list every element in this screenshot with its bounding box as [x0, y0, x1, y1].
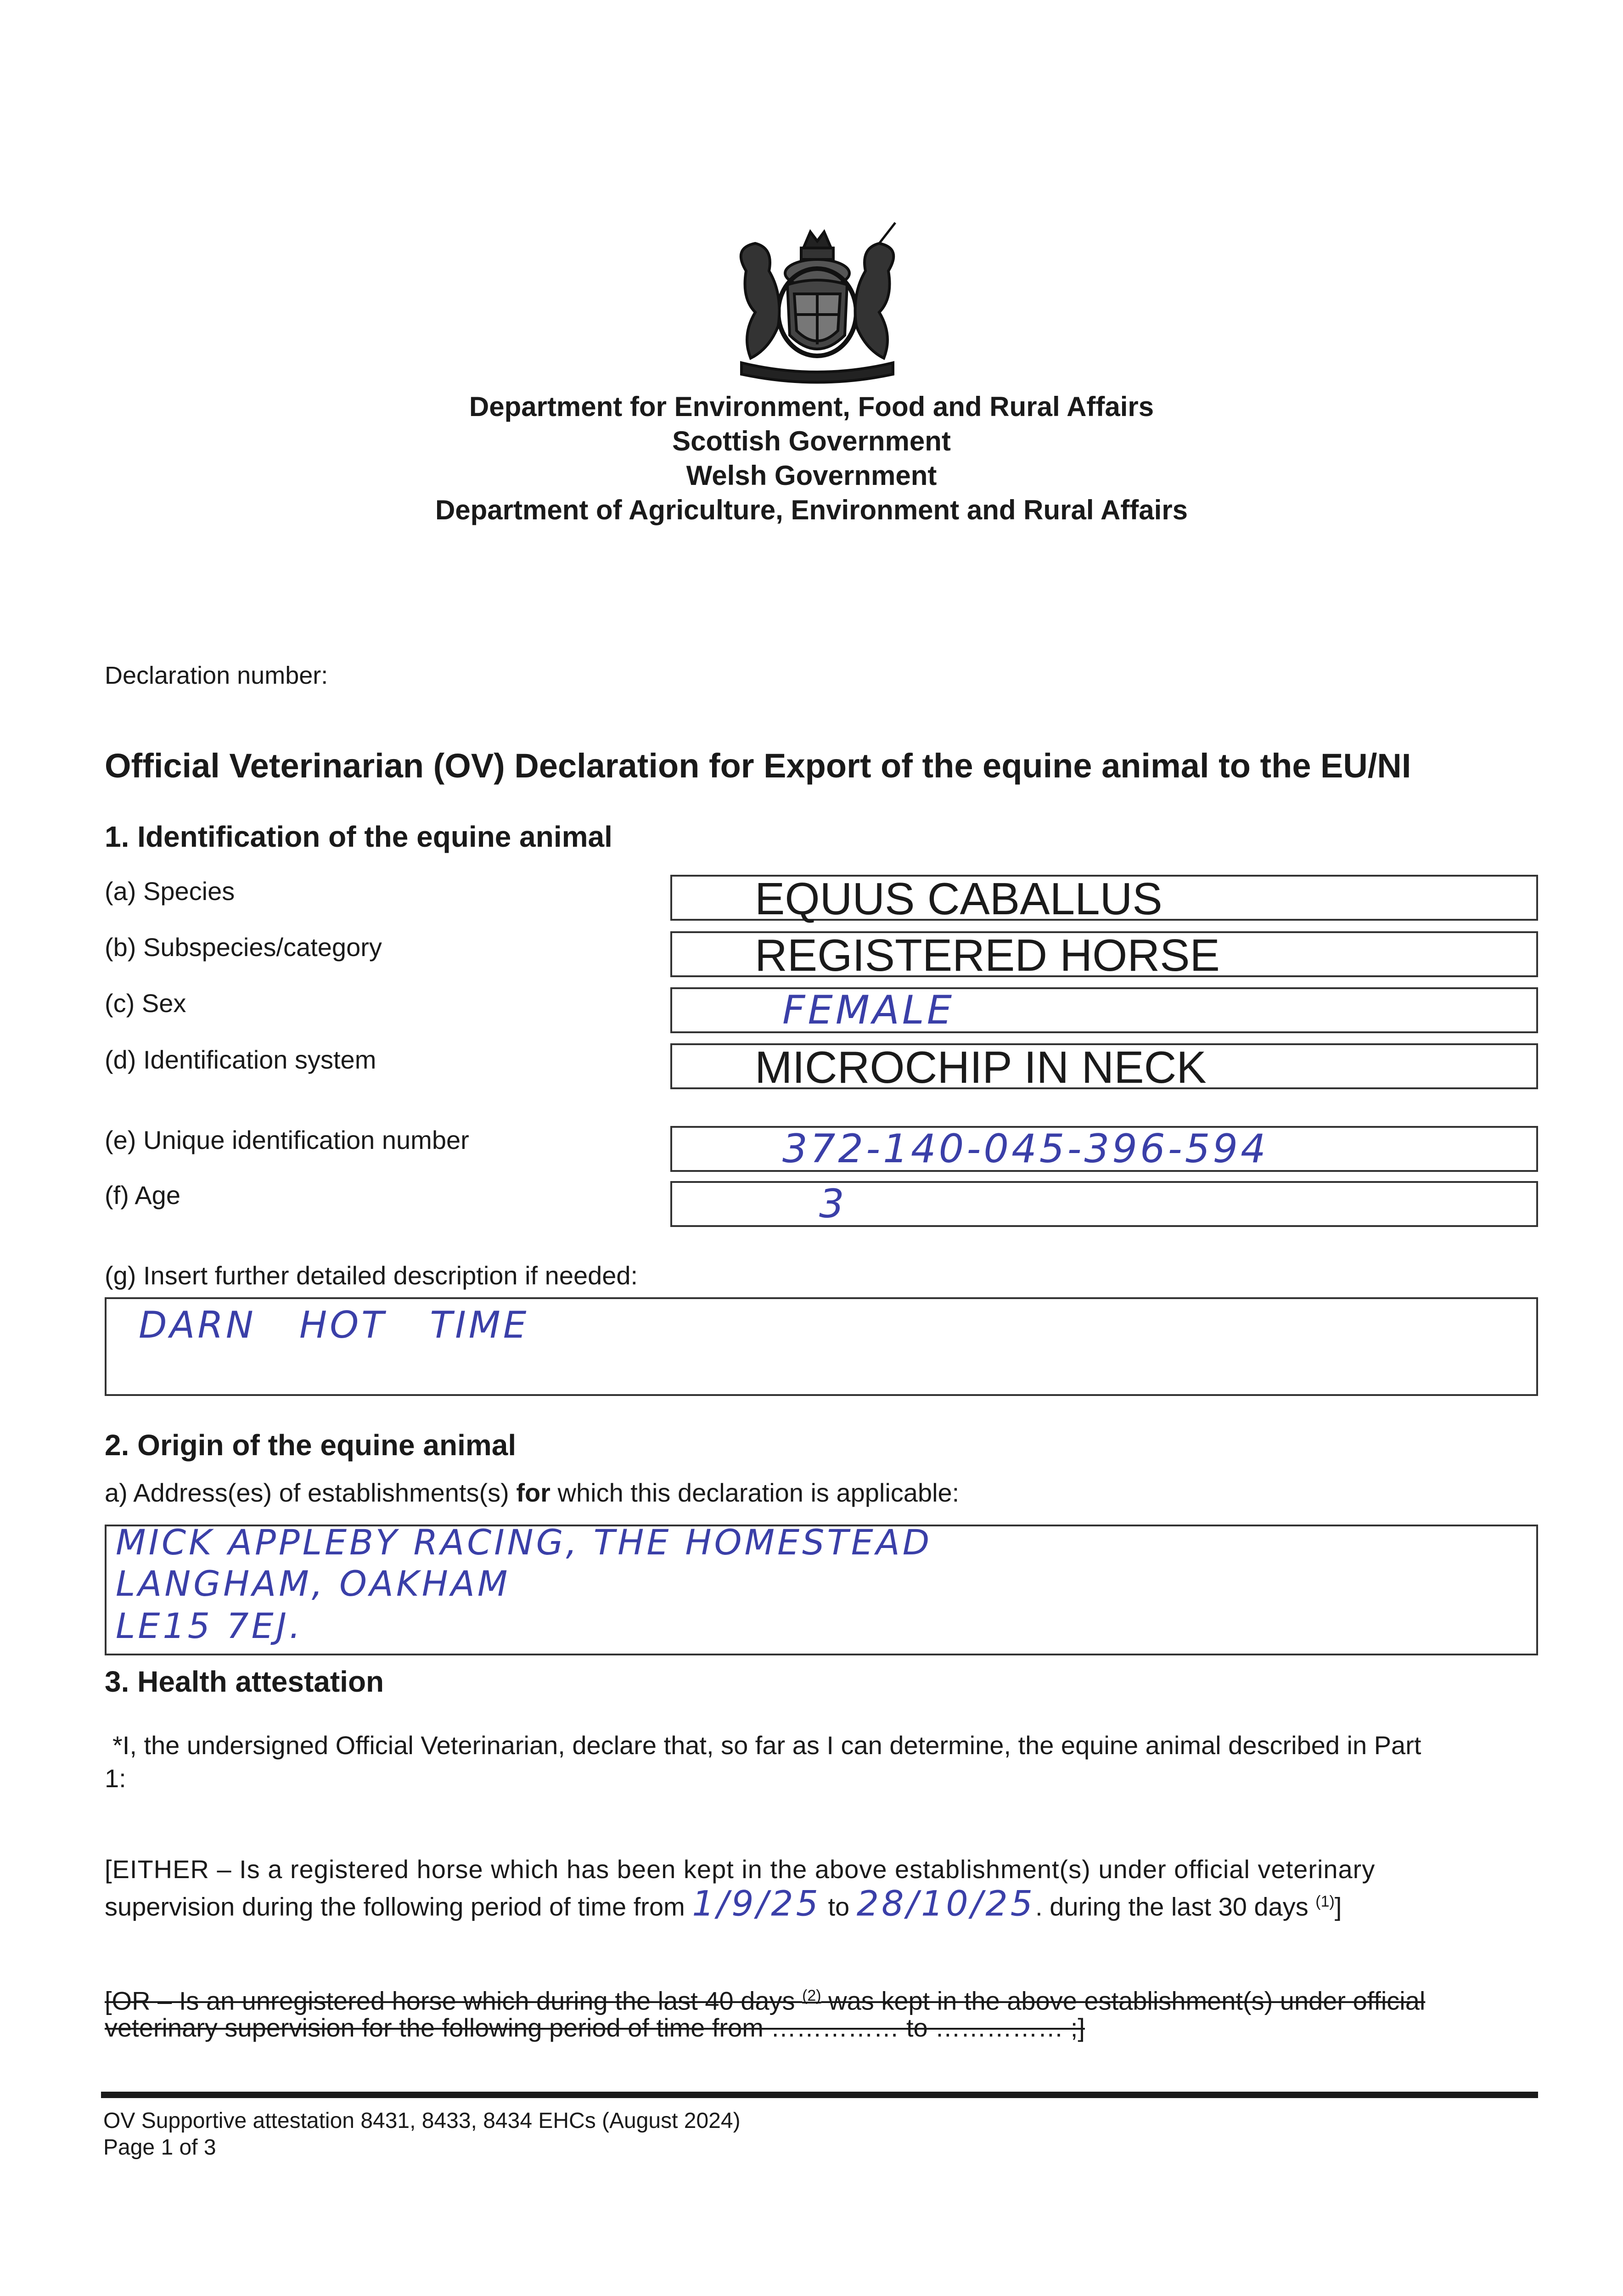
org-daera: Department of Agriculture, Environment and Rural Affairs [435, 495, 1188, 525]
footer-attestation: OV Supportive attestation 8431, 8433, 8434 EHCs (August 2024) [103, 2109, 741, 2133]
unique-id-label: (e) Unique identification number [105, 1125, 469, 1154]
either-line-2b: to [820, 1892, 857, 1921]
royal-coat-of-arms-icon [714, 220, 921, 386]
description-value: DARN HOT TIME [139, 1304, 529, 1346]
health-intro-line-2: 1: [105, 1764, 126, 1793]
page-title: Official Veterinarian (OV) Declaration for Export of the equine animal to the EU/NI [105, 747, 1411, 785]
either-footnote-ref: (1) [1315, 1893, 1335, 1910]
section-1-heading: 1. Identification of the equine animal [105, 820, 612, 853]
sex-field[interactable] [670, 987, 1538, 1033]
address-label [105, 1476, 959, 1509]
either-line-2c: . during the last 30 days [1035, 1892, 1316, 1921]
or-footnote-ref: (2) [802, 1987, 821, 2004]
sex-label: (c) Sex [105, 989, 186, 1018]
address-line-1: MICK APPLEBY RACING, THE HOMESTEAD [116, 1522, 932, 1563]
identification-system-field[interactable] [670, 1042, 1538, 1092]
health-intro-line-1: *I, the undersigned Official Veterinarian, declare that, so far as I can determine, the equine animal described in Part [112, 1731, 1421, 1760]
footer-page-number: Page 1 of 3 [103, 2135, 216, 2160]
section-3-heading: 3. Health attestation [105, 1665, 384, 1698]
either-line-2 [105, 1885, 1342, 1924]
or-line-1a: [OR – Is an unregistered horse which during the last 40 days [105, 1986, 803, 2015]
declaration-number-label: Declaration number: [105, 662, 328, 689]
either-line-2a: supervision during the following period of time from [105, 1892, 692, 1921]
or-line-1b: was kept in the above establishment(s) under official [821, 1986, 1426, 2015]
species-field[interactable] [670, 873, 1538, 924]
either-line-1: [EITHER – Is a registered horse which has been kept in the above establishment(s) under official veterinary [105, 1855, 1376, 1884]
unique-id-value: 372-140-045-396-594 [782, 1126, 1269, 1172]
org-scottish-government: Scottish Government [672, 426, 951, 456]
address-label-pre: a) Address(es) of establishments(s) [105, 1478, 517, 1507]
address-field[interactable] [105, 1522, 1538, 1655]
either-line-end: ] [1334, 1892, 1342, 1921]
address-line-3: LE15 7EJ. [116, 1605, 303, 1646]
species-value: EQUUS CABALLUS [755, 873, 1162, 924]
age-value: 3 [819, 1181, 847, 1227]
identification-system-value: MICROCHIP IN NECK [755, 1042, 1207, 1092]
sex-value: FEMALE [782, 987, 955, 1033]
description-label: (g) Insert further detailed description if needed: [105, 1261, 638, 1290]
unique-id-field[interactable] [670, 1126, 1538, 1172]
species-label: (a) Species [105, 877, 235, 906]
date-to-value[interactable]: 28/10/25 [856, 1883, 1036, 1924]
address-label-post: which this declaration is applicable: [550, 1478, 960, 1507]
age-field[interactable] [670, 1181, 1538, 1227]
section-2-heading: 2. Origin of the equine animal [105, 1429, 517, 1462]
identification-system-label: (d) Identification system [105, 1045, 376, 1074]
footer-rule [101, 2092, 1538, 2098]
or-line-2: veterinary supervision for the following period of time from …………… to …………… ;] [105, 2013, 1085, 2042]
date-from-value[interactable]: 1/9/25 [692, 1883, 821, 1924]
age-label: (f) Age [105, 1181, 180, 1210]
address-label-bold: for [516, 1478, 550, 1507]
description-field[interactable] [105, 1297, 1538, 1396]
org-welsh-government: Welsh Government [686, 460, 937, 491]
org-defra: Department for Environment, Food and Rural Affairs [469, 391, 1154, 422]
address-line-2: LANGHAM, OAKHAM [116, 1563, 511, 1604]
subspecies-value: REGISTERED HORSE [755, 930, 1220, 980]
subspecies-label: (b) Subspecies/category [105, 933, 382, 962]
subspecies-field[interactable] [670, 930, 1538, 980]
